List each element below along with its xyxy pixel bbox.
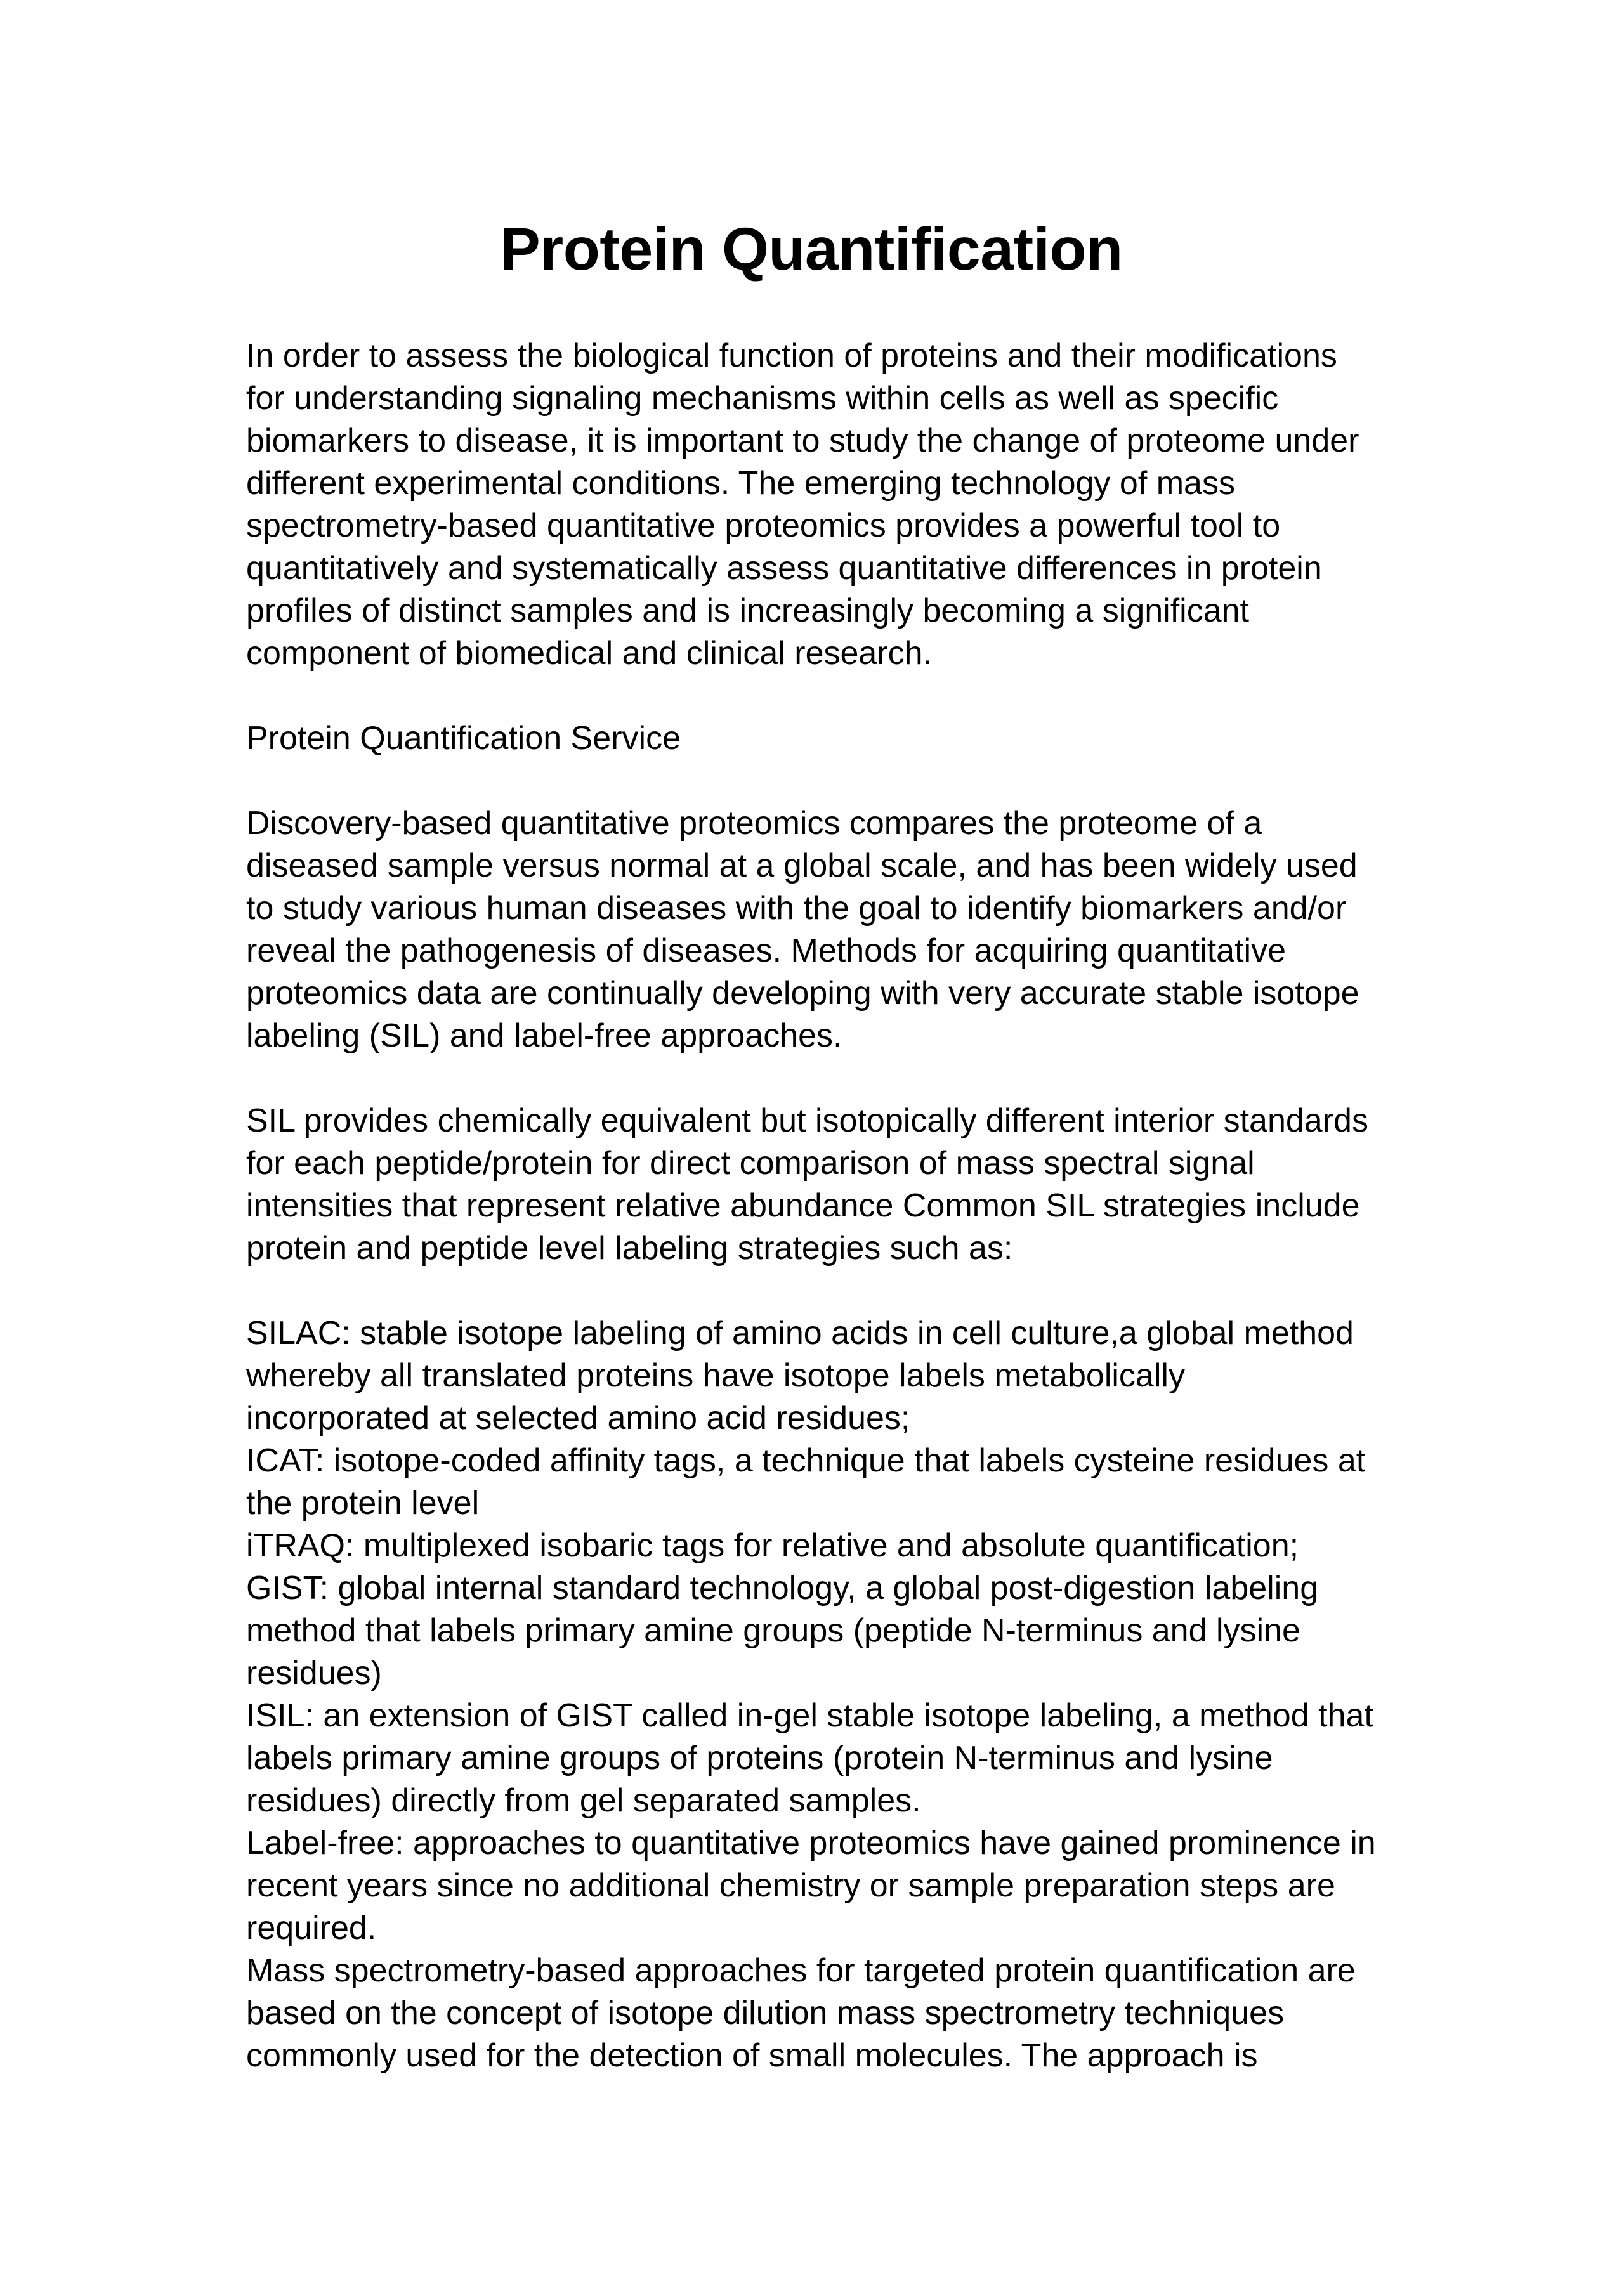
list-item: SILAC: stable isotope labeling of amino acids in cell culture,a global method whereby all translated proteins have isotope labels metabolically incorporated at selected amino acid residues; xyxy=(246,1315,1354,1437)
discovery-paragraph: Discovery-based quantitative proteomics compares the proteome of a diseased sample versus normal at a global scale, and has been widely used to study various human diseases with the goal to identify biomarkers and/or reveal the pathogenesis of diseases. Methods for acquiring quantitative proteomics data are continually developing with very accurate stable isotope labeling (SIL) and label-free approaches. xyxy=(246,805,1368,1055)
list-item: ISIL: an extension of GIST called in-gel stable isotope labeling, a method that labels primary amine groups of proteins (protein N-terminus and lysine residues) directly from gel separated samples. xyxy=(246,1697,1373,1820)
list-item: Label-free: approaches to quantitative proteomics have gained prominence in recent years since no additional chemistry or sample preparation steps are required. xyxy=(246,1825,1376,1947)
list-item: ICAT: isotope-coded affinity tags, a technique that labels cysteine residues at the protein level xyxy=(246,1442,1366,1522)
sil-paragraph: SIL provides chemically equivalent but isotopically different interior standards for each peptide/protein for direct comparison of mass spectral signal intensities that represent relative abundance Common SIL strategies include protein and peptide level labeling strategies such as: xyxy=(246,1102,1378,1267)
list-item: iTRAQ: multiplexed isobaric tags for relative and absolute quantification; xyxy=(246,1527,1299,1565)
list-item: Mass spectrometry-based approaches for targeted protein quantification are based on the concept of isotope dilution mass spectrometry techniques commonly used for the detection of small molecules. The approach is xyxy=(246,1952,1356,2075)
labeling-strategies-list xyxy=(246,1312,1377,2077)
page-title: Protein Quantification xyxy=(500,216,1123,283)
intro-paragraph: In order to assess the biological function of proteins and their modifications for understanding signaling mechanisms within cells as well as specific biomarkers to disease, it is important to study the change of proteome under different experimental conditions. The emerging technology of mass spectrometry-based quantitative proteomics provides a powerful tool to quantitatively and systematically assess quantitative differences in protein profiles of distinct samples and is increasingly becoming a significant component of biomedical and clinical research. xyxy=(246,337,1368,672)
list-item: GIST: global internal standard technology, a global post-digestion labeling method that labels primary amine groups (peptide N-terminus and lysine residues) xyxy=(246,1570,1319,1692)
service-heading-paragraph: Protein Quantification Service xyxy=(246,720,681,757)
